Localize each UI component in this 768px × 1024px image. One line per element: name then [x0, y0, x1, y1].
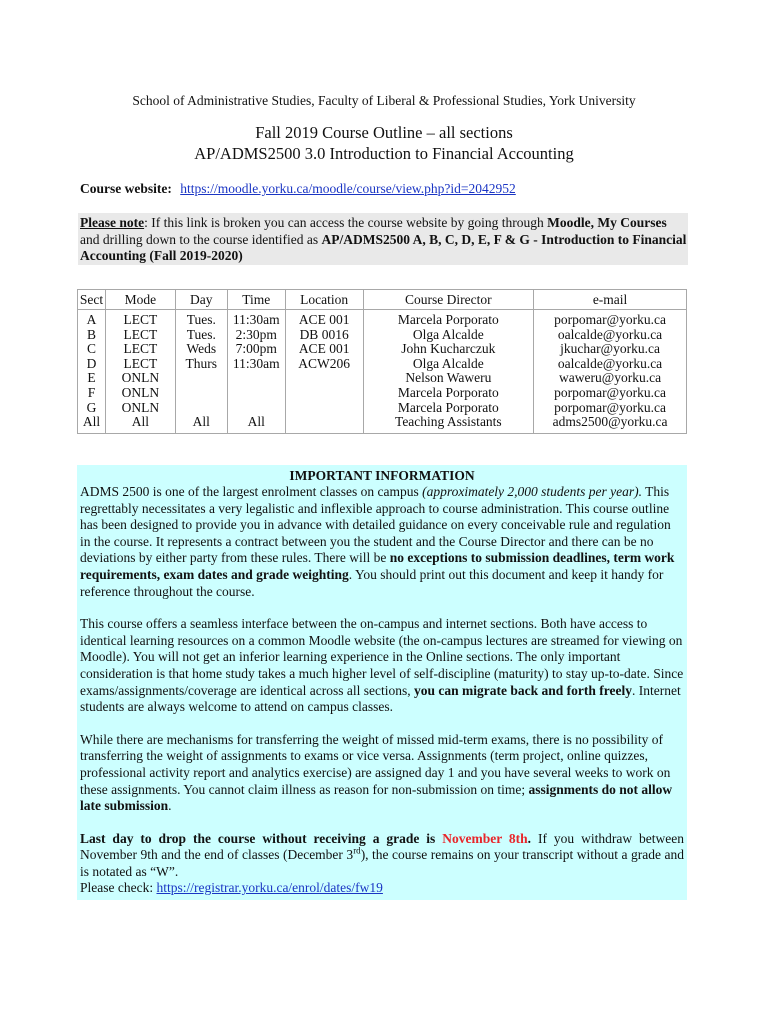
table-header-row: [78, 290, 687, 310]
table-row: [78, 415, 687, 433]
email-cell: jkuchar@yorku.ca: [534, 342, 687, 357]
note-course-id: AP/ADMS2500 A, B, C, D, E, F & G - Introduction to Financial Accounting (Fall 2019-2020): [80, 231, 687, 263]
table-cell: 2:30pm: [227, 328, 285, 343]
drop-deadline: November 8th: [442, 830, 528, 846]
email-cell: porpomar@yorku.ca: [534, 401, 687, 416]
important-information-box: [77, 465, 687, 900]
section-schedule-table: [77, 289, 687, 434]
table-row: [78, 371, 687, 386]
column-header: Sect: [78, 290, 106, 310]
column-header: e-mail: [534, 290, 687, 310]
table-cell: D: [78, 357, 106, 372]
table-cell: Thurs: [175, 357, 227, 372]
table-row: [78, 357, 687, 372]
table-cell: LECT: [105, 310, 175, 328]
email-cell: waweru@yorku.ca: [534, 371, 687, 386]
table-cell: ACW206: [285, 357, 363, 372]
table-cell: Olga Alcalde: [363, 357, 534, 372]
note-moodle-path: Moodle, My Courses: [547, 215, 667, 230]
column-header: Mode: [105, 290, 175, 310]
email-cell: porpomar@yorku.ca: [534, 386, 687, 401]
column-header: Time: [227, 290, 285, 310]
table-cell: [285, 401, 363, 416]
table-cell: [175, 371, 227, 386]
column-header: Course Director: [363, 290, 534, 310]
important-heading: IMPORTANT INFORMATION: [289, 468, 475, 483]
table-cell: Marcela Porporato: [363, 310, 534, 328]
email-cell: oalcalde@yorku.ca: [534, 357, 687, 372]
table-cell: Tues.: [175, 328, 227, 343]
table-cell: G: [78, 401, 106, 416]
table-cell: F: [78, 386, 106, 401]
course-website-line: [80, 181, 516, 197]
paragraph-drop-date: Last day to drop the course without receiving a grade is November 8th. If you withdraw between November 9th and the end of classes (December 3rd), the course remains on your transcript without a grade and is notated as “W”.: [80, 830, 684, 879]
table-cell: All: [175, 415, 227, 433]
table-cell: All: [105, 415, 175, 433]
table-cell: [175, 401, 227, 416]
registrar-check-line: Please check: https://registrar.yorku.ca/enrol/dates/fw19: [80, 880, 383, 896]
table-cell: Olga Alcalde: [363, 328, 534, 343]
course-outline-title: Fall 2019 Course Outline – all sections: [255, 123, 513, 142]
table-row: [78, 386, 687, 401]
table-cell: [227, 386, 285, 401]
table-cell: C: [78, 342, 106, 357]
table-cell: Weds: [175, 342, 227, 357]
column-header: Day: [175, 290, 227, 310]
table-cell: A: [78, 310, 106, 328]
please-note-box: Please note: If this link is broken you can access the course website by going through Moodle, My Courses and drilling down to the course identified as AP/ADMS2500 A, B, C, D, E, F & G - Introduction to Financial Accounting (Fall 2019-2020): [80, 215, 687, 263]
please-note-label: Please note: [80, 215, 145, 230]
column-header: Location: [285, 290, 363, 310]
table-cell: John Kucharczuk: [363, 342, 534, 357]
table-cell: Tues.: [175, 310, 227, 328]
table-cell: All: [227, 415, 285, 433]
table-cell: ONLN: [105, 371, 175, 386]
table-cell: [227, 371, 285, 386]
table-cell: Teaching Assistants: [363, 415, 534, 433]
table-cell: All: [78, 415, 106, 433]
table-cell: [227, 401, 285, 416]
table-cell: 7:00pm: [227, 342, 285, 357]
table-cell: [285, 415, 363, 433]
paragraph-sections: This course offers a seamless interface between the on-campus and internet sections. Both have access to identical learning resources on a common Moodle website (the on-campus lectures are streamed for viewing on Moodle). You will not get an inferior learning experience in the Online sections. The only important consideration is that home study takes a much higher level of self-discipline (maturity) to stay up-to-date. Since exams/assignments/coverage are identical across all sections, you can migrate back and forth freely. Internet students are always welcome to attend on campus classes.: [80, 616, 684, 715]
table-cell: Nelson Waweru: [363, 371, 534, 386]
email-cell: oalcalde@yorku.ca: [534, 328, 687, 343]
table-cell: Marcela Porporato: [363, 386, 534, 401]
table-cell: [285, 386, 363, 401]
email-cell: adms2500@yorku.ca: [534, 415, 687, 433]
table-cell: E: [78, 371, 106, 386]
table-cell: ONLN: [105, 401, 175, 416]
table-cell: 11:30am: [227, 310, 285, 328]
table-cell: ONLN: [105, 386, 175, 401]
table-row: [78, 401, 687, 416]
course-website-label: Course website:: [80, 181, 172, 196]
table-cell: ACE 001: [285, 310, 363, 328]
table-cell: LECT: [105, 342, 175, 357]
table-cell: LECT: [105, 328, 175, 343]
table-row: [78, 310, 687, 328]
course-website-link[interactable]: https://moodle.yorku.ca/moodle/course/view.php?id=2042952: [180, 181, 516, 196]
table-row: [78, 328, 687, 343]
paragraph-enrolment: ADMS 2500 is one of the largest enrolment classes on campus (approximately 2,000 students per year). This regrettably necessitates a very legalistic and inflexible approach to course administration. This course outline has been designed to provide you in advance with detailed guidance on every conceivable rule and regulation in the course. It represents a contract between you the student and the Course Director and there can be no deviations by either party from these rules. There will be no exceptions to submission deadlines, term work requirements, exam dates and grade weighting. You should print out this document and keep it handy for reference throughout the course.: [80, 484, 675, 599]
registrar-dates-link[interactable]: https://registrar.yorku.ca/enrol/dates/fw19: [156, 880, 383, 896]
table-cell: Marcela Porporato: [363, 401, 534, 416]
table-cell: B: [78, 328, 106, 343]
table-cell: [175, 386, 227, 401]
table-cell: DB 0016: [285, 328, 363, 343]
table-cell: ACE 001: [285, 342, 363, 357]
table-cell: LECT: [105, 357, 175, 372]
email-cell: porpomar@yorku.ca: [534, 310, 687, 328]
course-name-title: AP/ADMS2500 3.0 Introduction to Financial Accounting: [194, 144, 574, 163]
table-cell: [285, 371, 363, 386]
table-cell: 11:30am: [227, 357, 285, 372]
table-row: [78, 342, 687, 357]
school-header: School of Administrative Studies, Faculty of Liberal & Professional Studies, York University: [132, 93, 636, 108]
paragraph-assignments: While there are mechanisms for transferring the weight of missed mid-term exams, there is no possibility of transferring the weight of assignments to exams or vice versa. Assignments (term project, online quizzes, professional activity report and analytics exercise) are assigned day 1 and you have several weeks to work on these assignments. You cannot claim illness as reason for non-submission on time; assignments do not allow late submission.: [80, 731, 673, 814]
